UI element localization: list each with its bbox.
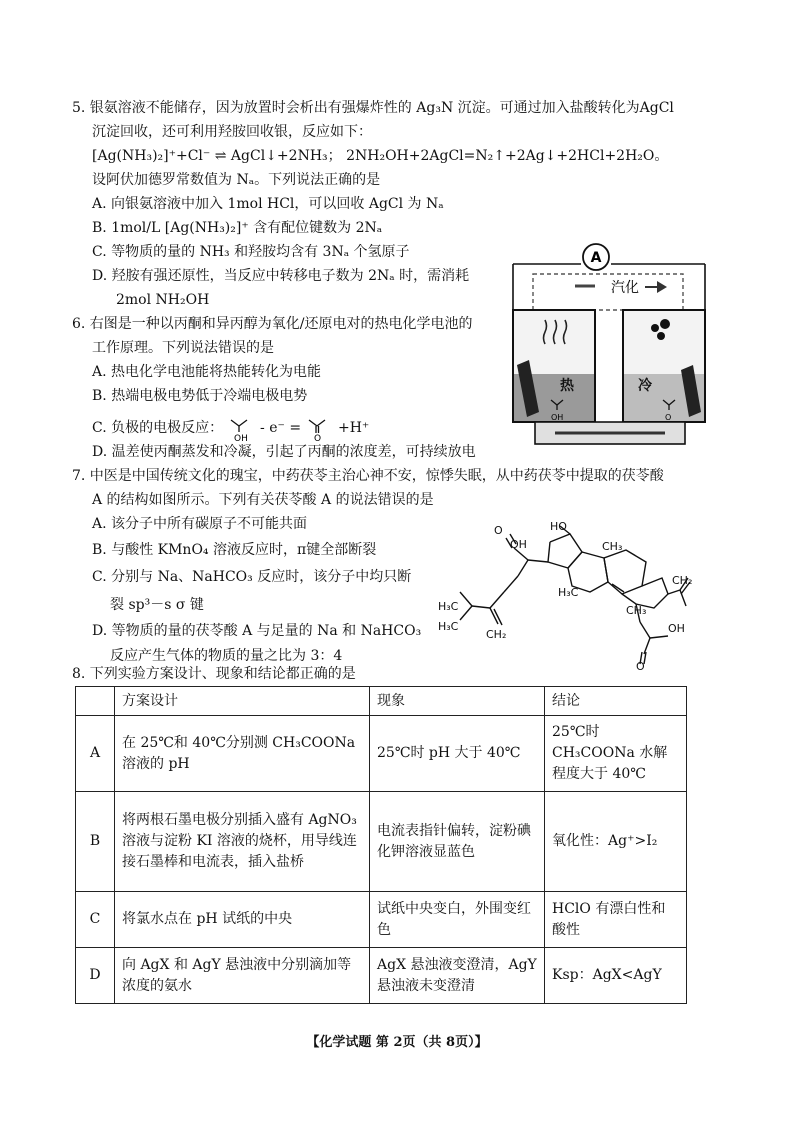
oh-top-label: OH: [510, 538, 527, 551]
table-header-cell: 现象: [370, 687, 545, 716]
q6-stem-line2: 工作原理。下列说法错误的是: [92, 340, 274, 356]
svg-text:OH: OH: [668, 622, 685, 635]
svg-text:O: O: [636, 660, 645, 670]
vapor-label: 汽化: [611, 280, 639, 296]
svg-text:O: O: [313, 434, 321, 442]
row-phenomenon: 试纸中央变白，外围变红色: [370, 892, 545, 948]
q6-stem-line1: 6. 右图是一种以丙酮和异丙醇为氧化/还原电对的热电化学电池的: [72, 316, 473, 332]
page-footer: 【化学试题 第 2页（共 8页）】: [306, 1035, 488, 1050]
table-header-cell: 方案设计: [115, 687, 370, 716]
table-header-cell: 结论: [545, 687, 687, 716]
q5-option-a: A. 向银氨溶液中加入 1mol HCl，可以回收 AgCl 为 Nₐ: [92, 196, 444, 212]
svg-text:OH: OH: [551, 413, 564, 422]
q7-option-d-line2: 反应产生气体的物质的量之比为 3：4: [110, 648, 343, 664]
q5-option-d-line2: 2mol NH₂OH: [116, 292, 210, 308]
row-label: B: [76, 792, 115, 892]
q5-option-d-line1: D. 羟胺有强还原性，当反应中转移电子数为 2Nₐ 时，需消耗: [92, 268, 470, 284]
row-phenomenon: AgX 悬浊液变澄清，AgY 悬浊液未变澄清: [370, 948, 545, 1004]
q6-c-oh-label: OH: [233, 434, 248, 442]
cold-label: 冷: [638, 378, 652, 394]
table-row: [76, 792, 687, 892]
row-conclusion: 25℃时 CH₃COONa 水解程度大于 40℃: [545, 716, 687, 792]
row-design: 将两根石墨电极分别插入盛有 AgNO₃ 溶液与淀粉 KI 溶液的烧杯，用导线连接石墨棒和电流表，插入盐桥: [115, 792, 370, 892]
experiment-table: [75, 686, 687, 1004]
row-conclusion: Ksp：AgX<AgY: [545, 948, 687, 1004]
q7-option-b: B. 与酸性 KMnO₄ 溶液反应时，π键全部断裂: [92, 542, 377, 558]
table-row: [76, 948, 687, 1004]
ammeter-label: A: [590, 250, 602, 266]
table-row: [76, 716, 687, 792]
svg-text:CH₂: CH₂: [672, 574, 693, 587]
q6-option-c-suffix: +H⁺: [337, 420, 370, 436]
row-design: 在 25℃和 40℃分别测 CH₃COONa 溶液的 pH: [115, 716, 370, 792]
q5-stem-line2: 沉淀回收，还可利用羟胺回收银，反应如下：: [92, 124, 372, 140]
q6-option-c: [92, 416, 369, 442]
q7-option-a: A. 该分子中所有碳原子不可能共面: [92, 516, 308, 532]
q6-option-c-reaction: - e⁻ =: [260, 420, 302, 436]
row-design: 向 AgX 和 AgY 悬浊液中分别滴加等浓度的氨水: [115, 948, 370, 1004]
q6-option-d: D. 温差使丙酮蒸发和冷凝，引起了丙酮的浓度差，可持续放电: [92, 444, 476, 460]
row-label: C: [76, 892, 115, 948]
table-row: [76, 892, 687, 948]
q5-avogadro-note: 设阿伏加德罗常数值为 Nₐ。下列说法正确的是: [92, 172, 381, 188]
q5-stem-line1: 5. 银氨溶液不能储存，因为放置时会析出有强爆炸性的 Ag₃N 沉淀。可通过加入盐酸转化为AgCl: [72, 100, 674, 116]
q7-option-c-line1: C. 分别与 Na、NaHCO₃ 反应时，该分子中均只断: [92, 569, 412, 585]
q7-stem-line2: A 的结构如图所示。下列有关茯苓酸 A 的说法错误的是: [92, 492, 434, 508]
q7-option-d-line1: D. 等物质的量的茯苓酸 A 与足量的 Na 和 NaHCO₃: [92, 623, 422, 639]
acetone-structure-icon: [306, 416, 334, 442]
svg-text:CH₃: CH₃: [602, 540, 623, 553]
isopropanol-structure-icon: [228, 416, 256, 442]
row-design: 将氯水点在 pH 试纸的中央: [115, 892, 370, 948]
q6-option-a: A. 热电化学电池能将热能转化为电能: [92, 364, 322, 380]
poricoic-acid-structure-diagram: [432, 520, 702, 670]
svg-text:CH₂: CH₂: [486, 628, 507, 641]
q7-stem-line1: 7. 中医是中国传统文化的瑰宝，中药茯苓主治心神不安，惊悸失眠，从中药茯苓中提取的茯苓酸: [72, 468, 664, 484]
svg-text:H₃C: H₃C: [438, 600, 459, 613]
q8-stem: 8. 下列实验方案设计、现象和结论都正确的是: [72, 666, 356, 682]
svg-text:H₃C: H₃C: [558, 586, 579, 599]
svg-text:H₃C: H₃C: [438, 620, 459, 633]
table-header-cell: [76, 687, 115, 716]
table-header-row: [76, 687, 687, 716]
q5-reactions: [Ag(NH₃)₂]⁺+Cl⁻ ⇌ AgCl↓+2NH₃； 2NH₂OH+2AgCl=N₂↑+2Ag↓+2HCl+2H₂O。: [92, 148, 669, 164]
svg-text:O: O: [665, 413, 672, 422]
row-conclusion: HClO 有漂白性和酸性: [545, 892, 687, 948]
thermo-electrochemical-cell-diagram: [505, 240, 715, 452]
q5-option-b: B. 1mol/L [Ag(NH₃)₂]⁺ 含有配位键数为 2Nₐ: [92, 220, 383, 236]
svg-text:CH₃: CH₃: [626, 604, 647, 617]
row-phenomenon: 25℃时 pH 大于 40℃: [370, 716, 545, 792]
row-label: D: [76, 948, 115, 1004]
svg-text:O: O: [494, 524, 503, 537]
ho-label: HO: [550, 520, 567, 533]
row-label: A: [76, 716, 115, 792]
row-conclusion: 氧化性：Ag⁺>I₂: [545, 792, 687, 892]
hot-label: 热: [560, 378, 574, 394]
q5-option-c: C. 等物质的量的 NH₃ 和羟胺均含有 3Nₐ 个氢原子: [92, 244, 410, 260]
q7-option-c-line2: 裂 sp³－s σ 键: [110, 597, 204, 613]
row-phenomenon: 电流表指针偏转，淀粉碘化钾溶液显蓝色: [370, 792, 545, 892]
q6-option-c-prefix: C. 负极的电极反应：: [92, 420, 224, 436]
q6-option-b: B. 热端电极电势低于冷端电极电势: [92, 388, 308, 404]
